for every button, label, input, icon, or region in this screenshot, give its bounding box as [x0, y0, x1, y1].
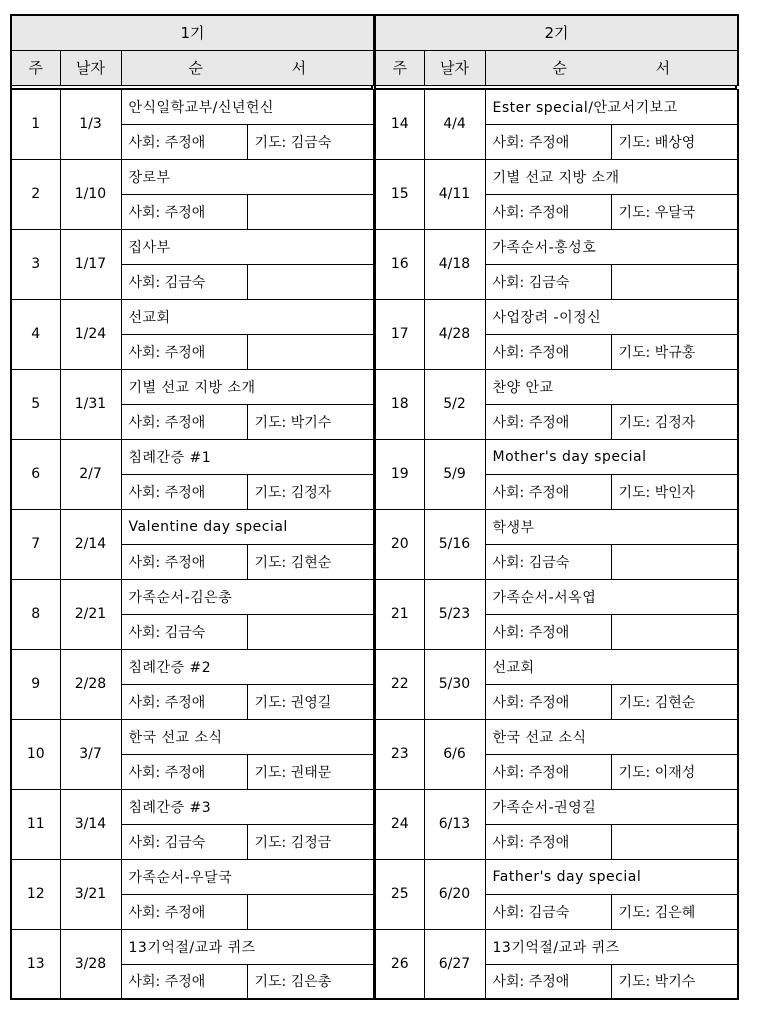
- order-title: 찬양 안교: [485, 369, 738, 404]
- prayer-cell: [247, 194, 374, 229]
- host-cell: 사회: 주정애: [485, 614, 611, 649]
- date-cell: 3/7: [60, 719, 121, 789]
- date-cell: 4/11: [424, 159, 485, 229]
- order-title: 장로부: [121, 159, 374, 194]
- order-title: Father's day special: [485, 859, 738, 894]
- host-cell: 사회: 주정애: [121, 404, 247, 439]
- schedule-row: [11, 719, 374, 754]
- host-cell: 사회: 주정애: [485, 684, 611, 719]
- order-title: 한국 선교 소식: [485, 719, 738, 754]
- column-week: 주: [11, 50, 60, 85]
- column-date: 날자: [424, 50, 485, 85]
- order-title: 침례간증 #2: [121, 649, 374, 684]
- order-title: 침례간증 #1: [121, 439, 374, 474]
- schedule-row: [375, 509, 738, 544]
- prayer-cell: [611, 544, 738, 579]
- host-cell: 사회: 주정애: [121, 544, 247, 579]
- term-1-schedule: [10, 89, 375, 1001]
- date-cell: 1/17: [60, 229, 121, 299]
- week-number: 23: [375, 719, 424, 789]
- column-week: 주: [375, 50, 424, 85]
- schedule-row: [375, 229, 738, 264]
- date-cell: 5/9: [424, 439, 485, 509]
- order-title: 한국 선교 소식: [121, 719, 374, 754]
- date-cell: 4/18: [424, 229, 485, 299]
- date-cell: 4/4: [424, 89, 485, 159]
- week-number: 17: [375, 299, 424, 369]
- week-number: 2: [11, 159, 60, 229]
- schedule-row: [375, 579, 738, 614]
- host-cell: 사회: 주정애: [485, 194, 611, 229]
- schedule-row: [11, 789, 374, 824]
- order-title: 13기억절/교과 퀴즈: [485, 929, 738, 964]
- host-cell: 사회: 주정애: [485, 824, 611, 859]
- host-cell: 사회: 주정애: [485, 964, 611, 999]
- week-number: 20: [375, 509, 424, 579]
- host-cell: 사회: 김금숙: [121, 824, 247, 859]
- prayer-cell: 기도: 권영길: [247, 684, 374, 719]
- date-cell: 2/7: [60, 439, 121, 509]
- prayer-cell: 기도: 배상영: [611, 124, 738, 159]
- host-cell: 사회: 주정애: [485, 124, 611, 159]
- week-number: 5: [11, 369, 60, 439]
- host-cell: 사회: 주정애: [121, 334, 247, 369]
- host-cell: 사회: 주정애: [121, 124, 247, 159]
- host-cell: 사회: 주정애: [121, 964, 247, 999]
- prayer-cell: [611, 264, 738, 299]
- order-title: 사업장려 -이정신: [485, 299, 738, 334]
- schedule-row: [11, 579, 374, 614]
- schedule-row: [11, 369, 374, 404]
- prayer-cell: 기도: 김현순: [611, 684, 738, 719]
- prayer-cell: 기도: 우달국: [611, 194, 738, 229]
- prayer-cell: 기도: 박기수: [247, 404, 374, 439]
- prayer-cell: 기도: 박기수: [611, 964, 738, 999]
- prayer-cell: 기도: 이재성: [611, 754, 738, 789]
- prayer-cell: 기도: 김현순: [247, 544, 374, 579]
- host-cell: 사회: 주정애: [121, 894, 247, 929]
- term-1-header: [10, 14, 375, 86]
- date-cell: 4/28: [424, 299, 485, 369]
- prayer-cell: [247, 894, 374, 929]
- week-number: 26: [375, 929, 424, 999]
- host-cell: 사회: 주정애: [121, 754, 247, 789]
- host-cell: 사회: 주정애: [485, 404, 611, 439]
- prayer-cell: 기도: 김정금: [247, 824, 374, 859]
- date-cell: 6/20: [424, 859, 485, 929]
- order-title: 가족순서-권영길: [485, 789, 738, 824]
- order-title: 안식일학교부/신년헌신: [121, 89, 374, 124]
- schedule-row: [11, 159, 374, 194]
- schedule-row: [11, 229, 374, 264]
- date-cell: 1/24: [60, 299, 121, 369]
- week-number: 8: [11, 579, 60, 649]
- prayer-cell: 기도: 박규홍: [611, 334, 738, 369]
- week-number: 10: [11, 719, 60, 789]
- prayer-cell: 기도: 김은총: [247, 964, 374, 999]
- schedule-row: [375, 859, 738, 894]
- week-number: 22: [375, 649, 424, 719]
- week-number: 11: [11, 789, 60, 859]
- order-title: 침례간증 #3: [121, 789, 374, 824]
- host-cell: 사회: 김금숙: [485, 544, 611, 579]
- schedule-row: [375, 719, 738, 754]
- order-title: 가족순서-서옥엽: [485, 579, 738, 614]
- prayer-cell: 기도: 김금숙: [247, 124, 374, 159]
- date-cell: 1/31: [60, 369, 121, 439]
- host-cell: 사회: 김금숙: [121, 264, 247, 299]
- host-cell: 사회: 주정애: [121, 194, 247, 229]
- date-cell: 6/6: [424, 719, 485, 789]
- order-title: 가족순서-우달국: [121, 859, 374, 894]
- date-cell: 5/2: [424, 369, 485, 439]
- week-number: 12: [11, 859, 60, 929]
- schedule-row: [11, 439, 374, 474]
- prayer-cell: [247, 264, 374, 299]
- order-title: 기별 선교 지방 소개: [121, 369, 374, 404]
- prayer-cell: 기도: 김정자: [247, 474, 374, 509]
- date-cell: 3/28: [60, 929, 121, 999]
- date-cell: 1/3: [60, 89, 121, 159]
- column-order: [485, 50, 738, 85]
- schedule-row: [375, 649, 738, 684]
- order-title: 학생부: [485, 509, 738, 544]
- host-cell: 사회: 주정애: [485, 754, 611, 789]
- prayer-cell: 기도: 권태문: [247, 754, 374, 789]
- date-cell: 6/13: [424, 789, 485, 859]
- date-cell: 5/23: [424, 579, 485, 649]
- week-number: 15: [375, 159, 424, 229]
- week-number: 14: [375, 89, 424, 159]
- prayer-cell: [247, 334, 374, 369]
- week-number: 18: [375, 369, 424, 439]
- week-number: 9: [11, 649, 60, 719]
- host-cell: 사회: 주정애: [121, 684, 247, 719]
- schedule-row: [375, 439, 738, 474]
- order-title: Valentine day special: [121, 509, 374, 544]
- week-number: 3: [11, 229, 60, 299]
- host-cell: 사회: 김금숙: [485, 264, 611, 299]
- prayer-cell: 기도: 김정자: [611, 404, 738, 439]
- schedule-row: [375, 369, 738, 404]
- term-title: 1기: [11, 15, 374, 50]
- host-cell: 사회: 김금숙: [121, 614, 247, 649]
- week-number: 16: [375, 229, 424, 299]
- date-cell: 3/14: [60, 789, 121, 859]
- term-2-schedule: [374, 89, 739, 1001]
- date-cell: 3/21: [60, 859, 121, 929]
- term-2-panel: [374, 14, 737, 1000]
- order-title: Ester special/안교서기보고: [485, 89, 738, 124]
- week-number: 19: [375, 439, 424, 509]
- order-title: 가족순서-김은총: [121, 579, 374, 614]
- schedule-row: [11, 859, 374, 894]
- date-cell: 5/30: [424, 649, 485, 719]
- date-cell: 1/10: [60, 159, 121, 229]
- schedule-row: [11, 649, 374, 684]
- order-title: 13기억절/교과 퀴즈: [121, 929, 374, 964]
- prayer-cell: [611, 824, 738, 859]
- prayer-cell: [611, 614, 738, 649]
- schedule-row: [375, 789, 738, 824]
- week-number: 21: [375, 579, 424, 649]
- date-cell: 2/28: [60, 649, 121, 719]
- week-number: 7: [11, 509, 60, 579]
- order-title: 선교회: [121, 299, 374, 334]
- order-title: Mother's day special: [485, 439, 738, 474]
- column-order-label: 순 서: [188, 59, 349, 77]
- order-title: 기별 선교 지방 소개: [485, 159, 738, 194]
- prayer-cell: [247, 614, 374, 649]
- order-title: 선교회: [485, 649, 738, 684]
- schedule-row: [11, 509, 374, 544]
- prayer-cell: 기도: 박인자: [611, 474, 738, 509]
- schedule-row: [375, 929, 738, 964]
- week-number: 6: [11, 439, 60, 509]
- schedule-row: [375, 89, 738, 124]
- date-cell: 5/16: [424, 509, 485, 579]
- column-date: 날자: [60, 50, 121, 85]
- date-cell: 2/14: [60, 509, 121, 579]
- host-cell: 사회: 주정애: [121, 474, 247, 509]
- order-title: 가족순서-홍성호: [485, 229, 738, 264]
- date-cell: 6/27: [424, 929, 485, 999]
- host-cell: 사회: 주정애: [485, 474, 611, 509]
- week-number: 13: [11, 929, 60, 999]
- order-title: 집사부: [121, 229, 374, 264]
- schedule-row: [11, 89, 374, 124]
- column-order: [121, 50, 374, 85]
- week-number: 24: [375, 789, 424, 859]
- schedule-row: [11, 299, 374, 334]
- schedule-row: [375, 159, 738, 194]
- schedule-row: [375, 299, 738, 334]
- column-order-label: 순 서: [552, 59, 713, 77]
- term-1-panel: [10, 14, 373, 1000]
- term-2-header: [374, 14, 739, 86]
- schedule-row: [11, 929, 374, 964]
- term-title: 2기: [375, 15, 738, 50]
- host-cell: 사회: 주정애: [485, 334, 611, 369]
- week-number: 25: [375, 859, 424, 929]
- week-number: 1: [11, 89, 60, 159]
- prayer-cell: 기도: 김은혜: [611, 894, 738, 929]
- date-cell: 2/21: [60, 579, 121, 649]
- week-number: 4: [11, 299, 60, 369]
- host-cell: 사회: 김금숙: [485, 894, 611, 929]
